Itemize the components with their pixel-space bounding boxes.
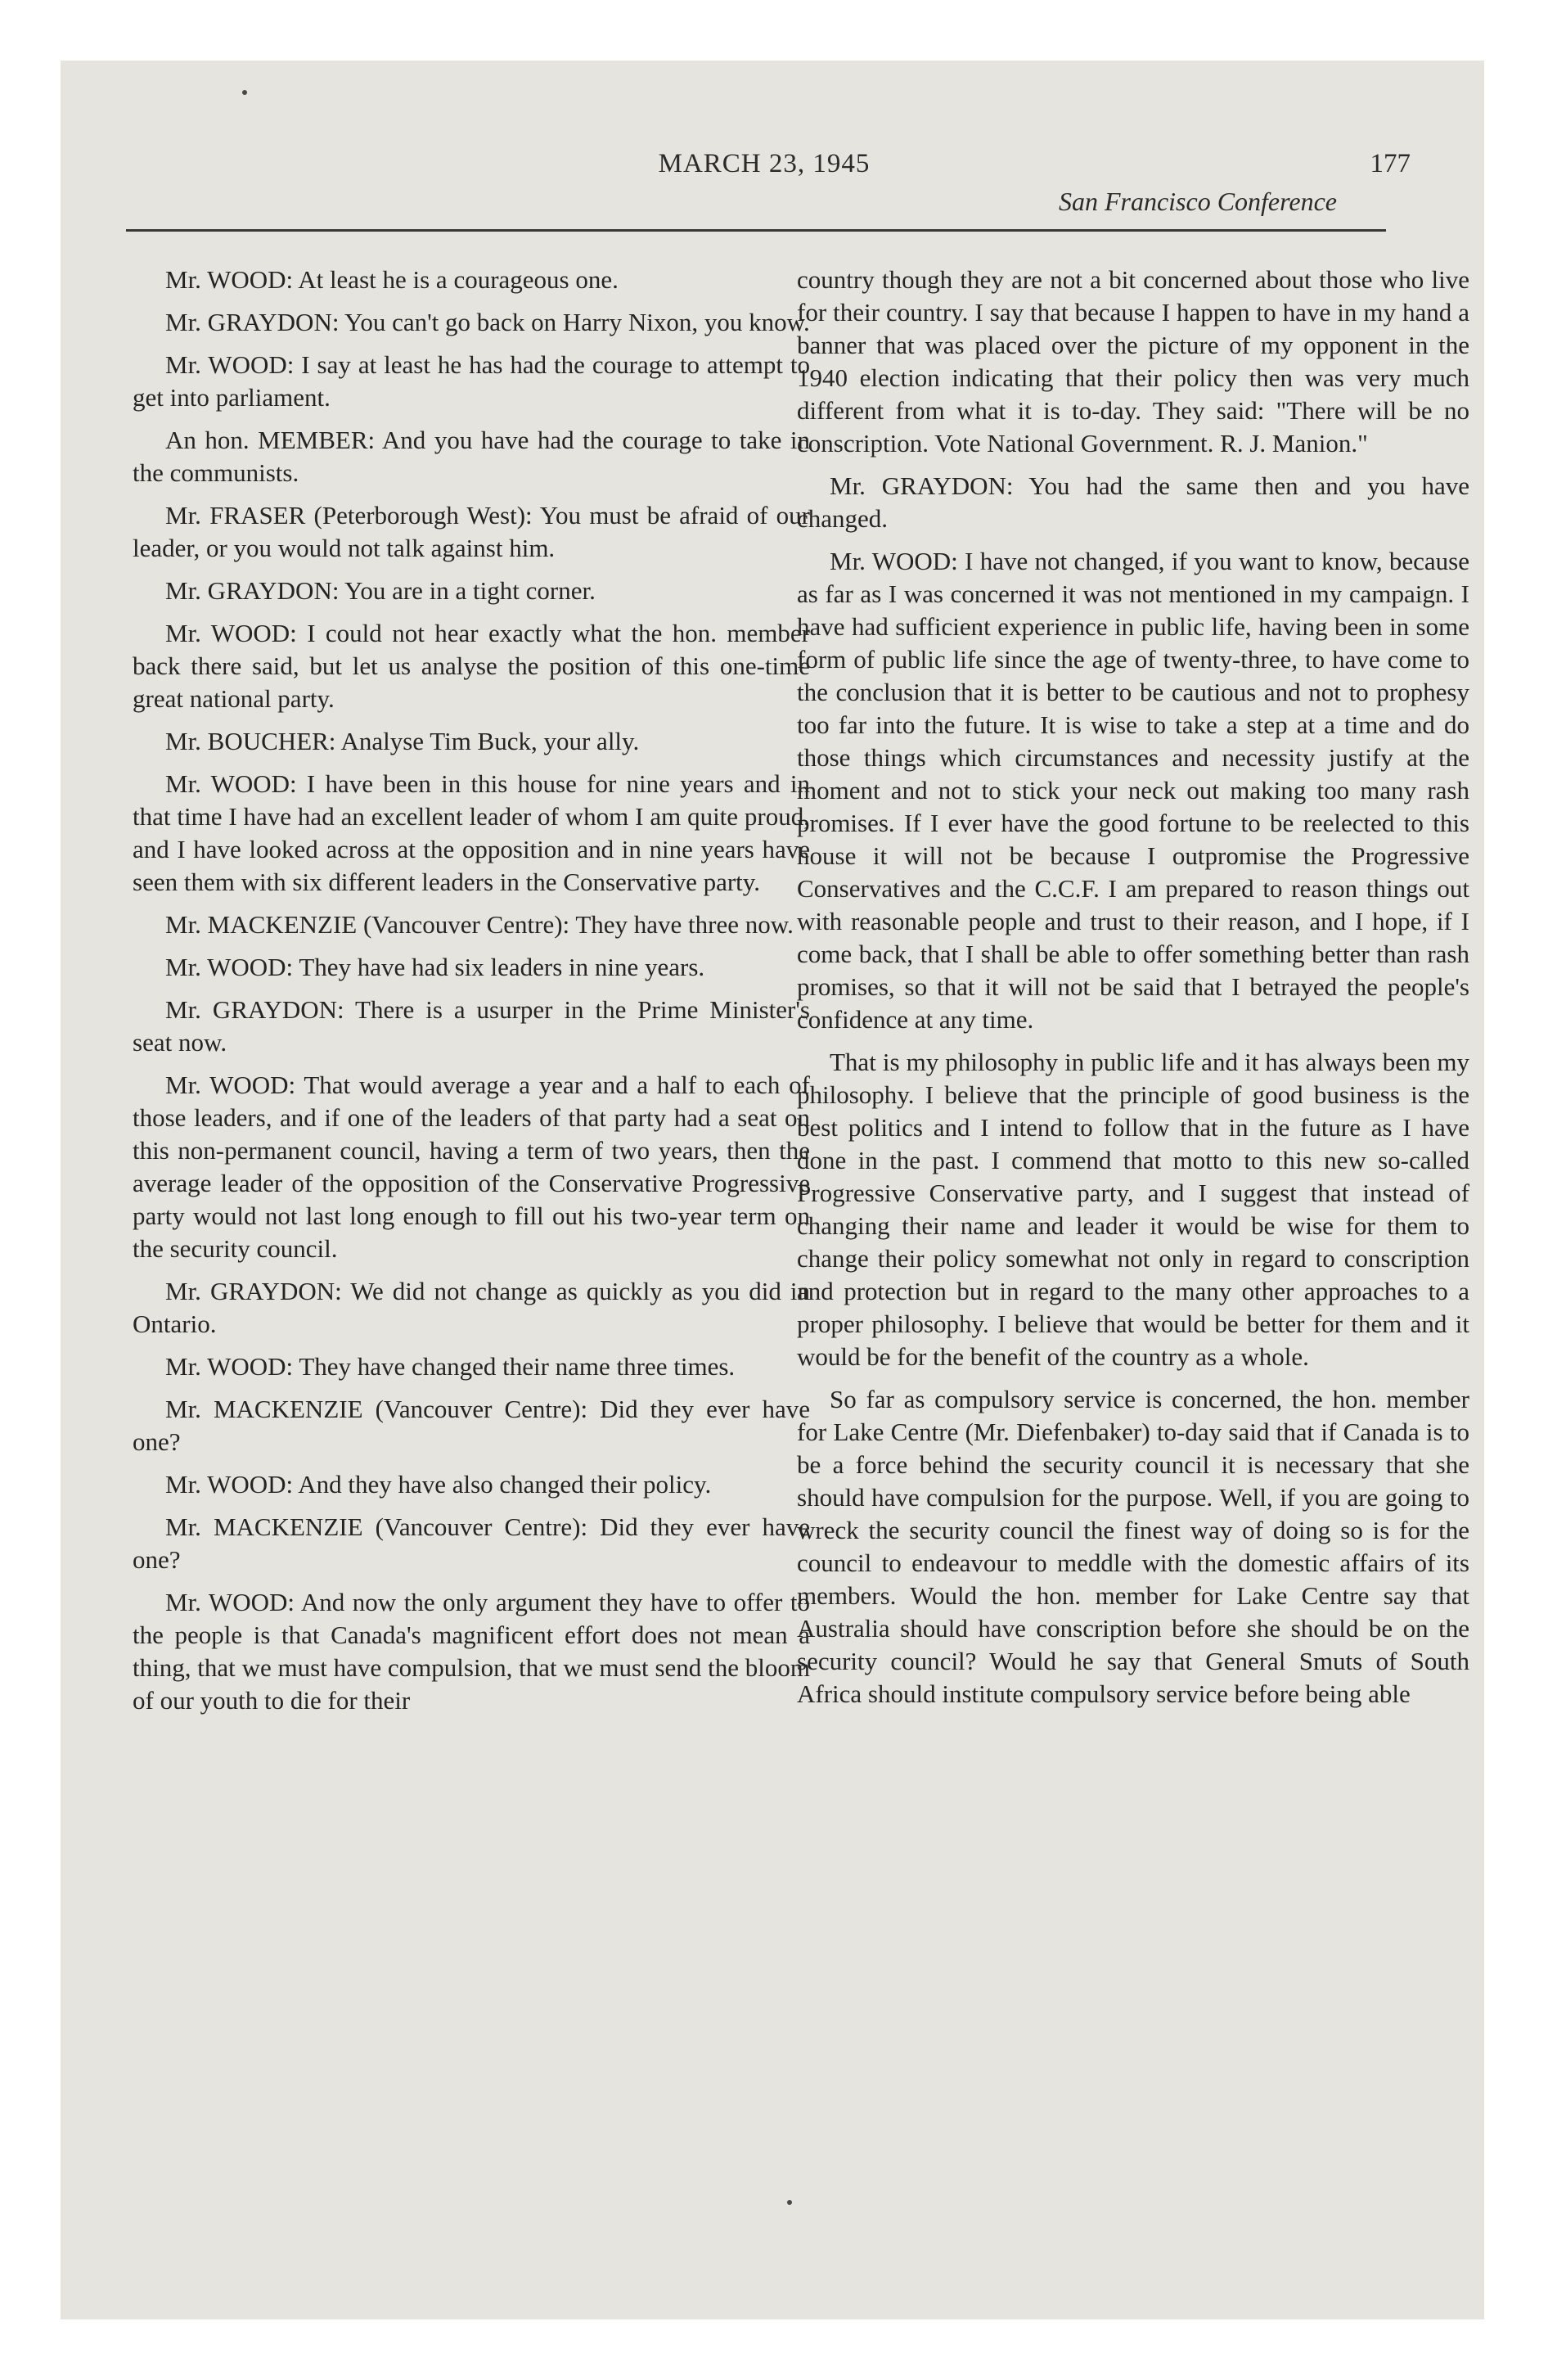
paragraph: Mr. MACKENZIE (Vancouver Centre): They have three now. (165, 910, 794, 939)
paragraph: Mr. MACKENZIE (Vancouver Centre): Did they ever have one? (133, 1512, 810, 1574)
right-column (797, 264, 1469, 1720)
paragraph: Mr. GRAYDON: You are in a tight corner. (165, 576, 596, 605)
paragraph: Mr. GRAYDON: We did not change as quickly as you did in Ontario. (133, 1277, 810, 1338)
header-subtitle: San Francisco Conference (1058, 187, 1337, 216)
header-rule (126, 229, 1386, 232)
paragraph: Mr. BOUCHER: Analyse Tim Buck, your ally. (165, 727, 640, 755)
paragraph: Mr. WOOD: And now the only argument they have to offer to the people is that Canada's magnificent effort does not mean a thing, that we must have compulsion, that we must send the bloom of our youth to die for their (133, 1588, 810, 1715)
speck (787, 2200, 792, 2205)
paragraph: That is my philosophy in public life and it has always been my philosophy. I believe that the principle of good business is the best politics and I intend to follow that in the future as I have done in the past. I commend that motto to this new so-called Progressive Conservative party, and I suggest that instead of changing their name and leader it would be wise for them to change their policy somewhat not only in regard to conscription and protection but in regard to the many other approaches to a proper philosophy. I believe that would be better for them and it would be for the benefit of the country as a whole. (797, 1048, 1469, 1371)
header-date: MARCH 23, 1945 (658, 149, 871, 178)
paragraph: An hon. MEMBER: And you have had the courage to take in the communists. (133, 426, 810, 487)
speck (242, 90, 247, 95)
paragraph: So far as compulsory service is concerned, the hon. member for Lake Centre (Mr. Diefenbaker) to-day said that if Canada is to be a force behind the security council it is necessary that she should have compulsion for the purpose. Well, if you are going to wreck the security council the finest way of doing so is for the council to endeavour to meddle with the domestic affairs of its members. Would the hon. member for Lake Centre say that Australia should have conscription before she should be on the security council? Would he say that General Smuts of South Africa should institute compulsory service before being able (797, 1385, 1469, 1708)
paragraph: Mr. GRAYDON: There is a usurper in the Prime Minister's seat now. (133, 995, 810, 1057)
paragraph: Mr. WOOD: They have changed their name three times. (165, 1352, 736, 1381)
left-column (133, 264, 810, 1727)
document-page (61, 61, 1484, 2319)
paragraph: Mr. WOOD: I have been in this house for nine years and in that time I have had an excellent leader of whom I am quite proud, and I have looked across at the opposition and in nine years have seen them with six different leaders in the Conservative party. (133, 769, 810, 896)
paragraph: Mr. GRAYDON: You can't go back on Harry Nixon, you know. (165, 308, 810, 336)
paragraph: Mr. WOOD: I have not changed, if you want to know, because as far as I was concerned it was not mentioned in my campaign. I have had sufficient experience in public life, having been in some form of public life since the age of twenty-three, to have come to the conclusion that it is better to be cautious and not to prophesy too far into the future. It is wise to take a step at a time and do those things which circumstances and necessity justify at the moment and not to stick your neck out making too many rash promises. If I ever have the good fortune to be reelected to this house it will not be because I outpromise the Progressive Conservatives and the C.C.F. I am prepared to reason things out with reasonable people and trust to their reason, and I hope, if I come back, that I shall be able to offer something better than rash promises, so that it will not be said that I betrayed the people's confidence at any time. (797, 547, 1469, 1034)
paragraph: country though they are not a bit concerned about those who live for their country. I say that because I happen to have in my hand a banner that was placed over the picture of my opponent in the 1940 election indicating that their policy then was very much different from what it is to-day. They said: "There will be no conscription. Vote National Government. R. J. Manion." (797, 265, 1469, 458)
paragraph: Mr. WOOD: That would average a year and a half to each of those leaders, and if one of the leaders of that party had a seat on this non-permanent council, having a term of two years, then the average leader of the opposition of the Conservative Progressive party would not last long enough to fill out his two-year term on the security council. (133, 1071, 810, 1263)
paragraph: Mr. WOOD: I could not hear exactly what the hon. member back there said, but let us analyse the position of this one-time great national party. (133, 619, 810, 713)
paragraph: Mr. WOOD: I say at least he has had the courage to attempt to get into parliament. (133, 350, 810, 412)
paragraph: Mr. WOOD: They have had six leaders in nine years. (165, 953, 705, 981)
page-number: 177 (1370, 149, 1411, 178)
paragraph: Mr. WOOD: And they have also changed their policy. (165, 1470, 712, 1499)
paragraph: Mr. MACKENZIE (Vancouver Centre): Did they ever have one? (133, 1395, 810, 1456)
paragraph: Mr. FRASER (Peterborough West): You must be afraid of our leader, or you would not talk against him. (133, 501, 810, 562)
paragraph: Mr. WOOD: At least he is a courageous one. (165, 265, 619, 294)
paragraph: Mr. GRAYDON: You had the same then and you have changed. (797, 471, 1469, 533)
